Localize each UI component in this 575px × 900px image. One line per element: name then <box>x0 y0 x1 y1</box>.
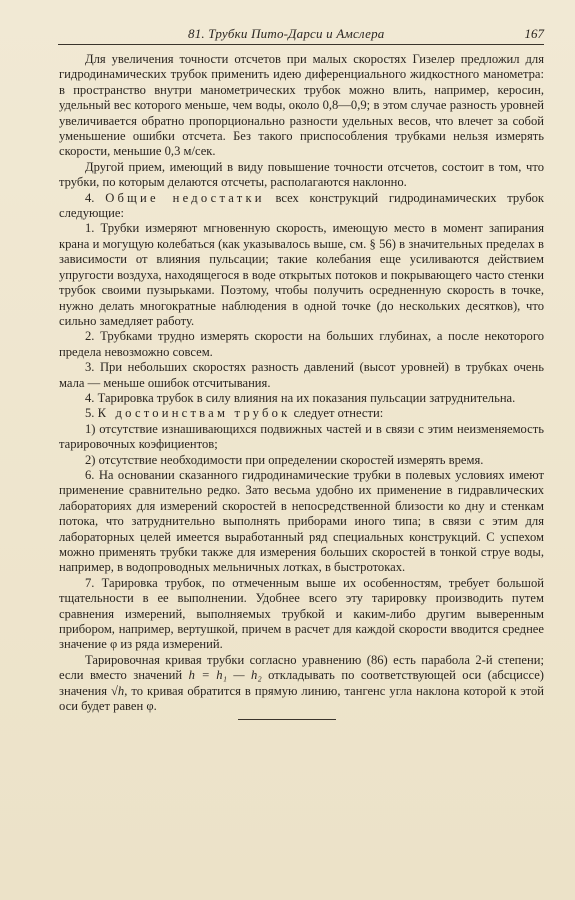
text-run: , то кривая обратится в прямую линию, тангенс угла наклона которой к этой оси будет равен φ. <box>59 683 544 714</box>
body-text <box>59 52 544 714</box>
formula-sqrt-h: √h <box>111 683 125 698</box>
formula-h: h = h₁ — h₂ <box>188 668 262 683</box>
running-header <box>58 25 544 43</box>
header-rule <box>58 44 544 45</box>
paragraph: 2) отсутствие необходимости при определении скоростей измерять время. <box>85 452 484 467</box>
paragraph: 1. Трубки измеряют мгновенную скорость, имеющую место в момент запирания крана и могущую колебаться (как указывалось выше, см. § 56) в значительных пределах в зависимости от влияния пульсации; такие колебания еще усиливаются действием упругости воздуха, находящегося в воде открытых потоков и покрывающего часто стенки трубок своими пузырьками. Поэтому, чтобы получить осредненную скорость в точке, нужно делать многократные наблюдения в одной точке (до нескольких десятков), что сильно замедляет работу. <box>59 221 544 328</box>
section-number: 5. <box>85 406 95 421</box>
paragraph: Для увеличения точности отсчетов при малых скоростях Гизелер предложил для гидродинамических трубок применить идею диференциального жидкостного манометра: в пространство внутри манометрических трубок можно влить, например, керосин, удельный вес которого меньше, чем воды, около 0,8—0,9; в этом случае разность уровней увеличивается обратно пропорционально разности удельных весов, что влечет за собой уменьшение ошибки отсчета. Без такого приспособления трубками нельзя измерять скорости, меньшие 0,3 м/сек. <box>59 52 544 159</box>
section-5-heading <box>59 406 544 421</box>
paragraph: 7. Тарировка трубок, по отмеченным выше их особенностям, требует большой тщательности в ее выполнении. Удобнее всего эту тарировку производить путем сравнения измерений, выполняемых трубкой и каким-либо другим выверенным прибором, например, вертушкой, причем в расчет для каждой скорости вводится среднее значение φ из ряда измерений. <box>59 575 544 652</box>
heading-rest: следует отнести: <box>293 406 384 421</box>
text-run: откладывать по соответствующей оси (абсциссе) значения <box>59 668 545 698</box>
page-number: 167 <box>524 26 544 41</box>
running-title: 81. Трубки Пито-Дарси и Амслера <box>188 26 385 41</box>
section-4-heading <box>59 191 544 222</box>
text-run: Тарировочная кривая трубки согласно уравнению (86) есть парабола 2-й степени; если вместо значений <box>59 652 544 683</box>
paragraph: 3. При небольших скоростях разность давлений (высот уровней) в трубках очень мала — меньше ошибок отсчитывания. <box>59 360 544 390</box>
heading-rest: всех конструкций гидродинамических трубок следующие: <box>59 190 545 221</box>
paragraph: 2. Трубками трудно измерять скорости на больших глубинах, а после некоторого предела невозможно совсем. <box>59 329 544 359</box>
paragraph: 4. Тарировка трубок в силу влияния на их показания пульсации затруднительна. <box>85 390 516 405</box>
spaced-heading: К достоинствам трубок <box>97 406 291 421</box>
end-rule <box>238 719 336 720</box>
paragraph: Другой прием, имеющий в виду повышение точности отсчетов, состоит в том, что трубки, по которым делаются отсчеты, располагаются наклонно. <box>59 159 544 190</box>
paragraph: 1) отсутствие изнашивающихся подвижных частей и в связи с этим неизменяемость тарировочных коэфициентов; <box>59 421 544 452</box>
paragraph: 6. На основании сказанного гидродинамические трубки в полевых условиях имеют применение сравнительно редко. Зато весьма удобно их применение в гидравлических лабораториях для измерений скоростей в непосредственной близости ко дну и стенкам потока, что затруднительно выполнять приборами иного типа; в связи с этим для лабораторных целей имеется выработанный ряд специальных конструкций. С успехом можно применять трубки также для измерения больших скоростей в тонкой струе воды, например, в водопроводных мельничных лотках, в быстротоках. <box>59 467 544 575</box>
spaced-heading: Общие недостатки <box>105 190 265 205</box>
section-number: 4. <box>85 190 95 205</box>
last-paragraph <box>59 653 544 715</box>
